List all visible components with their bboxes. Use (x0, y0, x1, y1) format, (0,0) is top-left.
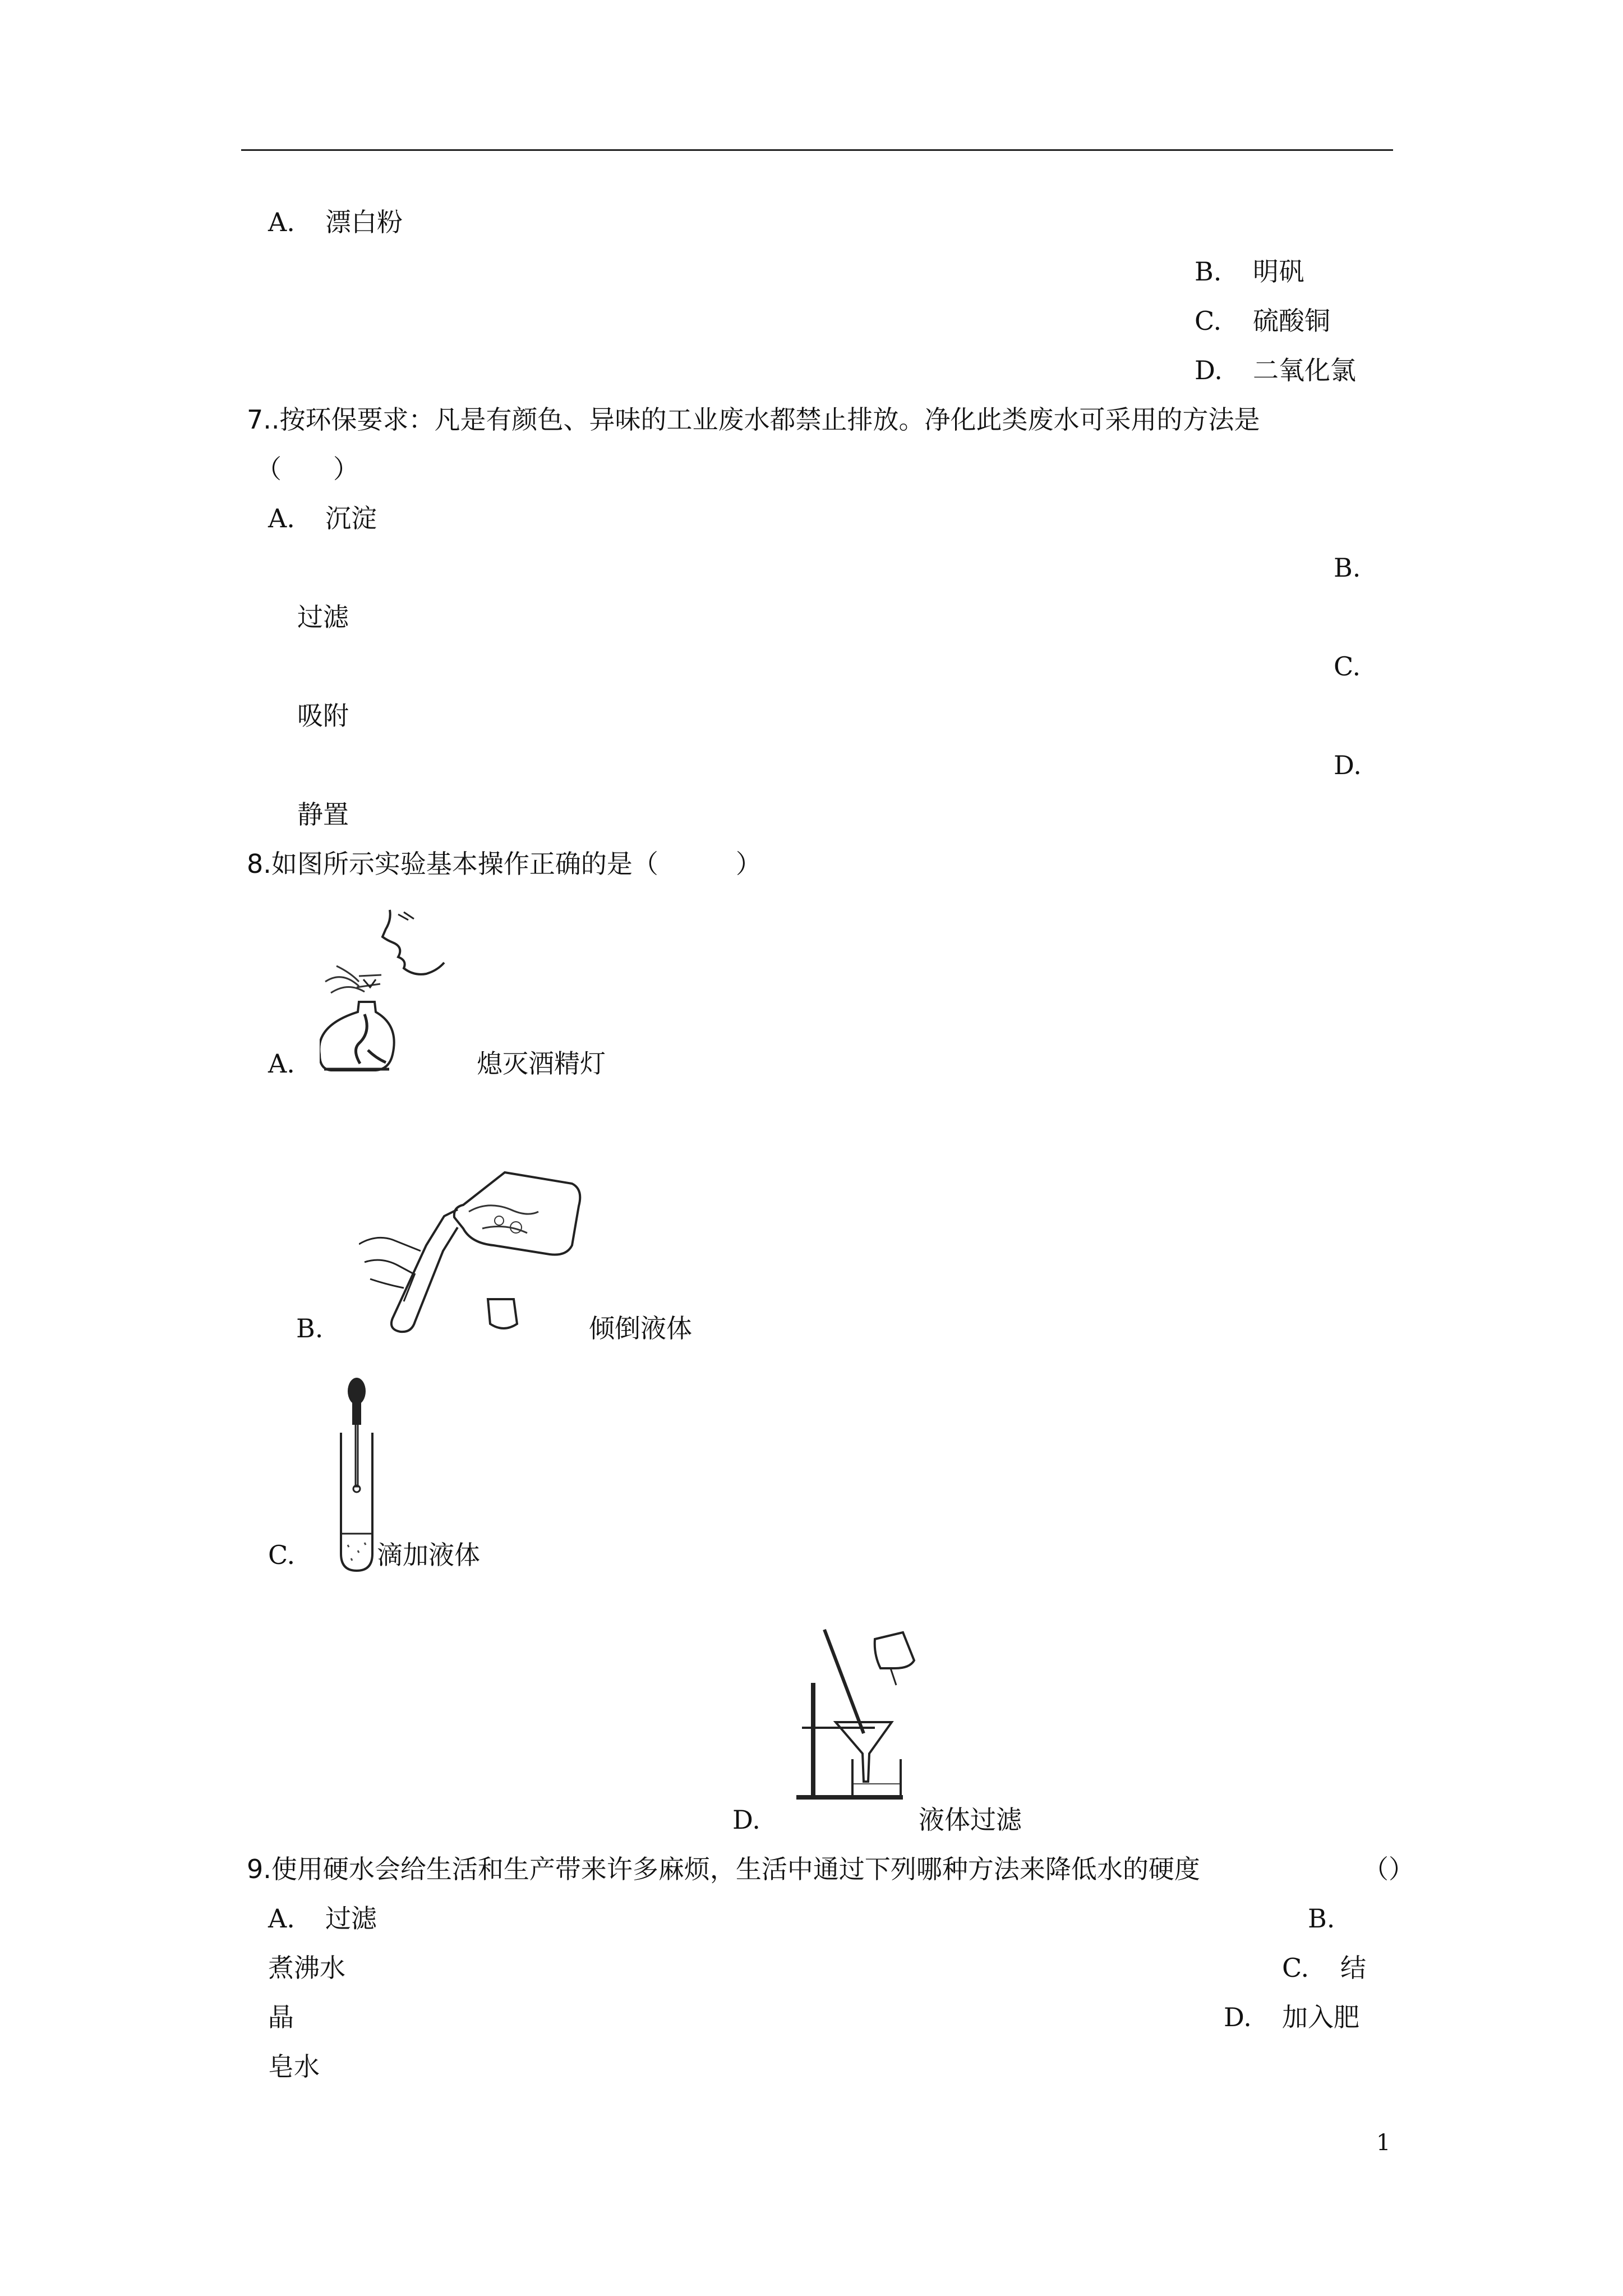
q7-option-b-text: 过滤 (297, 602, 349, 632)
q9-option-c-text-part2: 晶 (268, 2002, 294, 2032)
blowing-out-alcohol-lamp-icon (320, 903, 482, 1077)
q7-option-c-letter: C. (1334, 651, 1361, 682)
filtration-apparatus-icon (791, 1627, 920, 1806)
page-number: 1 (1376, 2130, 1391, 2156)
q7-answer-paren: （ ） (256, 454, 359, 484)
q7-option-b-letter: B. (1334, 553, 1361, 583)
q9-option-a-text: 过滤 (325, 1903, 377, 1934)
q9-option-b-text: 煮沸水 (268, 1953, 345, 1983)
q9-option-b-letter: B. (1308, 1903, 1335, 1934)
q8-option-c-letter: C. (268, 1540, 296, 1570)
q6-option-b-letter: B. (1195, 256, 1222, 287)
q8-option-a-text: 熄灭酒精灯 (477, 1048, 606, 1079)
q8-option-d-text: 液体过滤 (919, 1805, 1022, 1835)
q6-option-c-letter: C. (1195, 306, 1222, 336)
q7-option-d-letter: D. (1334, 750, 1362, 780)
q7-option-d-text: 静置 (297, 799, 349, 830)
q9-option-c-text-part1: 结 (1340, 1953, 1366, 1983)
q9-stem: 9.使用硬水会给生活和生产带来许多麻烦，生活中通过下列哪种方法来降低水的硬度 (247, 1854, 1200, 1884)
q6-option-c-text: 硫酸铜 (1253, 306, 1330, 336)
q9-answer-paren: （） (1363, 1854, 1414, 1884)
q9-option-d-text-part2: 皂水 (268, 2051, 320, 2082)
q6-option-b-text: 明矾 (1253, 256, 1304, 287)
q6-option-a-text: 漂白粉 (325, 207, 403, 237)
q6-option-d-text: 二氧化氯 (1253, 355, 1356, 385)
q6-option-d-letter: D. (1195, 355, 1223, 385)
dropper-test-tube-icon (334, 1377, 379, 1573)
q7-option-a-text: 沉淀 (325, 503, 377, 533)
q8-option-a-letter: A. (268, 1048, 295, 1079)
pouring-liquid-icon (359, 1161, 606, 1341)
q9-option-c-letter: C. (1282, 1953, 1310, 1983)
q8-option-b-letter: B. (296, 1313, 324, 1343)
q8-option-c-text: 滴加液体 (377, 1540, 480, 1570)
q7-option-a-letter: A. (268, 503, 295, 533)
q7-option-c-text: 吸附 (297, 701, 349, 731)
q9-option-a-letter: A. (268, 1903, 295, 1934)
q9-option-d-letter: D. (1224, 2002, 1252, 2032)
q8-option-b-text: 倾倒液体 (589, 1313, 692, 1343)
q7-stem: 7..按环保要求：凡是有颜色、异味的工业废水都禁止排放。净化此类废水可采用的方法是 (247, 404, 1260, 435)
header-rule (241, 149, 1393, 151)
q9-option-d-text-part1: 加入肥 (1282, 2002, 1359, 2032)
q6-option-a-letter: A. (268, 207, 295, 237)
q8-stem: 8.如图所示实验基本操作正确的是（ ） (247, 849, 762, 879)
q8-option-d-letter: D. (732, 1805, 760, 1835)
